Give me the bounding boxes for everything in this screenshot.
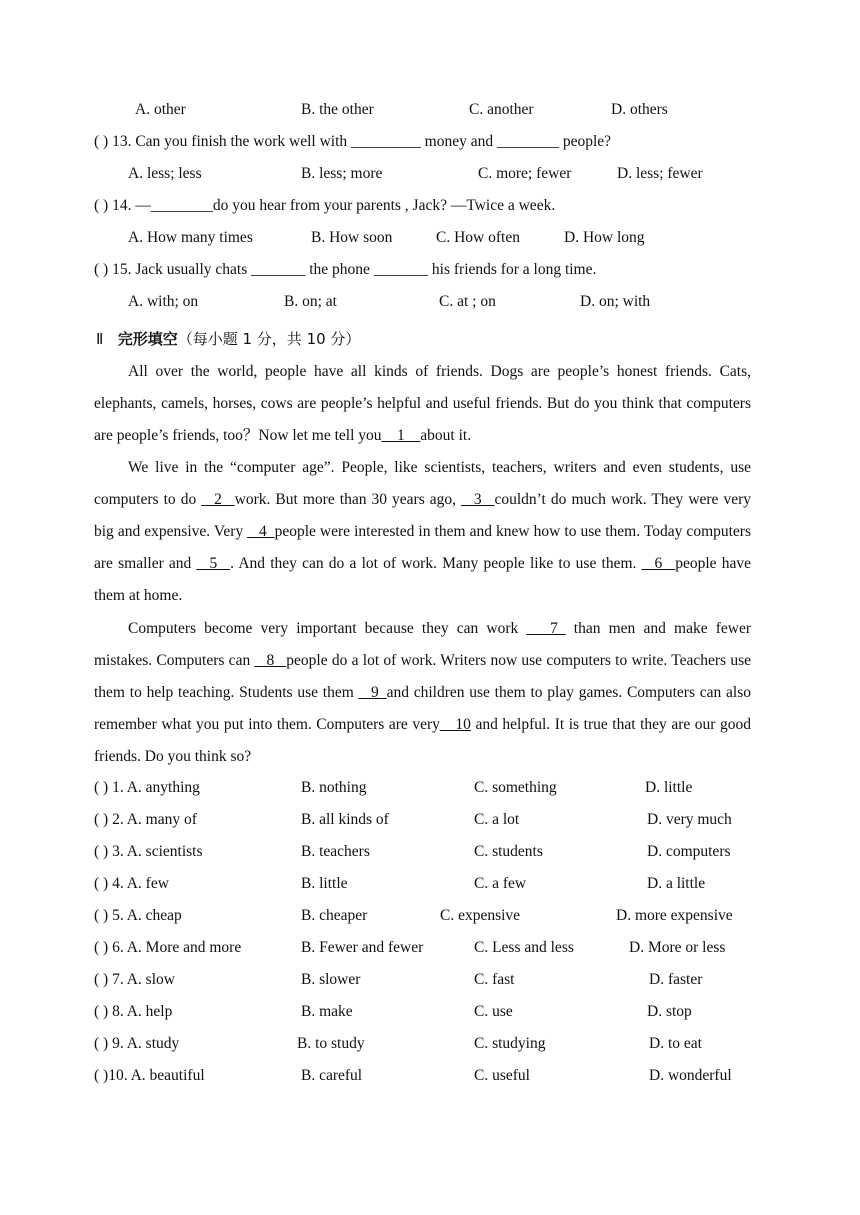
cloze-question-3: ( ) 3. A. scientists — [94, 843, 203, 860]
cloze-9-option-d: D. to eat — [649, 1035, 702, 1052]
blank-2: _ 2_ — [201, 491, 235, 508]
blank-7: __ 7_ — [526, 620, 566, 637]
cloze-question-10: ( )10. A. beautiful — [94, 1067, 205, 1084]
cloze-question-4: ( ) 4. A. few — [94, 875, 169, 892]
cloze-8-option-d: D. stop — [647, 1003, 692, 1020]
blank-9: _ 9_ — [358, 684, 387, 701]
cloze-10-option-d: D. wonderful — [649, 1067, 732, 1084]
q15-option-c: C. at ; on — [439, 293, 496, 310]
question-14: ( ) 14. —________do you hear from your parents , Jack? —Twice a week. — [94, 197, 556, 214]
section-heading — [96, 328, 360, 349]
cloze-1-option-c: C. something — [474, 779, 557, 796]
cloze-3-option-d: D. computers — [647, 843, 731, 860]
cloze-4-option-b: B. little — [301, 875, 348, 892]
passage-paragraph-3: Computers become very important because they can work __ 7_ than men and make fewer mistakes. Computers can _ 8_ people do a lot of work. Writers now use computers to write. Teachers use them to help teaching. Students use them _ 9_and children use them to play games. Computers can also remember what you put into them. Computers are very__10 and helpful. It is true that they are our good friends. Do you think so? — [94, 620, 752, 765]
cloze-2-option-c: C. a lot — [474, 811, 520, 828]
cloze-6-option-c: C. Less and less — [474, 939, 574, 956]
cloze-question-6: ( ) 6. A. More and more — [94, 939, 242, 956]
cloze-6-option-d: D. More or less — [629, 939, 726, 956]
cloze-question-2: ( ) 2. A. many of — [94, 811, 197, 828]
q14-option-d: D. How long — [564, 229, 645, 246]
cloze-7-option-c: C. fast — [474, 971, 515, 988]
cloze-question-1: ( ) 1. A. anything — [94, 779, 200, 796]
blank-3: _ 3_ — [461, 491, 495, 508]
cloze-5-option-b: B. cheaper — [301, 907, 368, 924]
cloze-6-option-b: B. Fewer and fewer — [301, 939, 424, 956]
q13-option-c: C. more; fewer — [478, 165, 572, 182]
cloze-5-option-c: C. expensive — [440, 907, 521, 924]
blank-5: _ 5_ — [196, 555, 231, 572]
passage-paragraph-1: All over the world, people have all kinds of friends. Dogs are people’s honest friends. Cats, elephants, camels, horses, cows are people’s helpful and useful friends. But do you think that computers are people’s friends, too？Now let me tell you__1__about it. — [94, 363, 751, 444]
q14-option-b: B. How soon — [311, 229, 393, 246]
q15-option-a: A. with; on — [128, 293, 199, 310]
cloze-1-option-b: B. nothing — [301, 779, 367, 796]
blank-8: _ 8_ — [254, 652, 287, 669]
cloze-4-option-d: D. a little — [647, 875, 706, 892]
cloze-7-option-d: D. faster — [649, 971, 703, 988]
cloze-4-option-c: C. a few — [474, 875, 527, 892]
cloze-2-option-b: B. all kinds of — [301, 811, 389, 828]
q13-option-b: B. less; more — [301, 165, 383, 182]
q12-option-c: C. another — [469, 101, 534, 118]
cloze-question-8: ( ) 8. A. help — [94, 1003, 173, 1020]
q12-option-b: B. the other — [301, 101, 374, 118]
cloze-10-option-c: C. useful — [474, 1067, 530, 1084]
blank-10: __10 — [439, 716, 471, 733]
cloze-7-option-b: B. slower — [301, 971, 361, 988]
cloze-10-option-b: B. careful — [301, 1067, 363, 1084]
passage-paragraph-2: We live in the “computer age”. People, like scientists, teachers, writers and even students, use computers to do _ 2_ work. But more than 30 years ago, _ 3_ couldn’t do much work. They were very big and expensive. Very _ 4_people were interested in them and knew how to use them. Today computers are smaller and _ 5_ . And they can do a lot of work. Many people like to use them. _ 6_ people have them at home. — [94, 459, 752, 604]
q13-option-a: A. less; less — [128, 165, 202, 182]
q15-option-d: D. on; with — [580, 293, 651, 310]
cloze-question-5: ( ) 5. A. cheap — [94, 907, 182, 924]
cloze-5-option-d: D. more expensive — [616, 907, 733, 924]
cloze-3-option-c: C. students — [474, 843, 543, 860]
section-note: （每小题 1 分，共 10 分） — [177, 330, 361, 348]
cloze-3-option-b: B. teachers — [301, 843, 370, 860]
cloze-9-option-c: C. studying — [474, 1035, 546, 1052]
blank-1: __1__ — [381, 427, 421, 444]
q12-option-d: D. others — [611, 101, 668, 118]
cloze-8-option-b: B. make — [301, 1003, 353, 1020]
cloze-9-option-b: B. to study — [297, 1035, 365, 1052]
question-15: ( ) 15. Jack usually chats _______ the phone _______ his friends for a long time. — [94, 261, 597, 278]
section-title: 完形填空 — [117, 330, 178, 348]
blank-4: _ 4_ — [247, 523, 275, 540]
q15-option-b: B. on; at — [284, 293, 337, 310]
cloze-question-9: ( ) 9. A. study — [94, 1035, 180, 1052]
section-numeral: Ⅱ — [96, 330, 104, 348]
cloze-1-option-d: D. little — [645, 779, 693, 796]
question-13: ( ) 13. Can you finish the work well with _________ money and ________ people? — [94, 133, 612, 150]
blank-6: _ 6_ — [641, 555, 676, 572]
cloze-2-option-d: D. very much — [647, 811, 732, 828]
cloze-8-option-c: C. use — [474, 1003, 513, 1020]
q13-option-d: D. less; fewer — [617, 165, 703, 182]
q12-option-a: A. other — [135, 101, 186, 118]
cloze-question-7: ( ) 7. A. slow — [94, 971, 175, 988]
q14-option-a: A. How many times — [128, 229, 253, 246]
q14-option-c: C. How often — [436, 229, 520, 246]
